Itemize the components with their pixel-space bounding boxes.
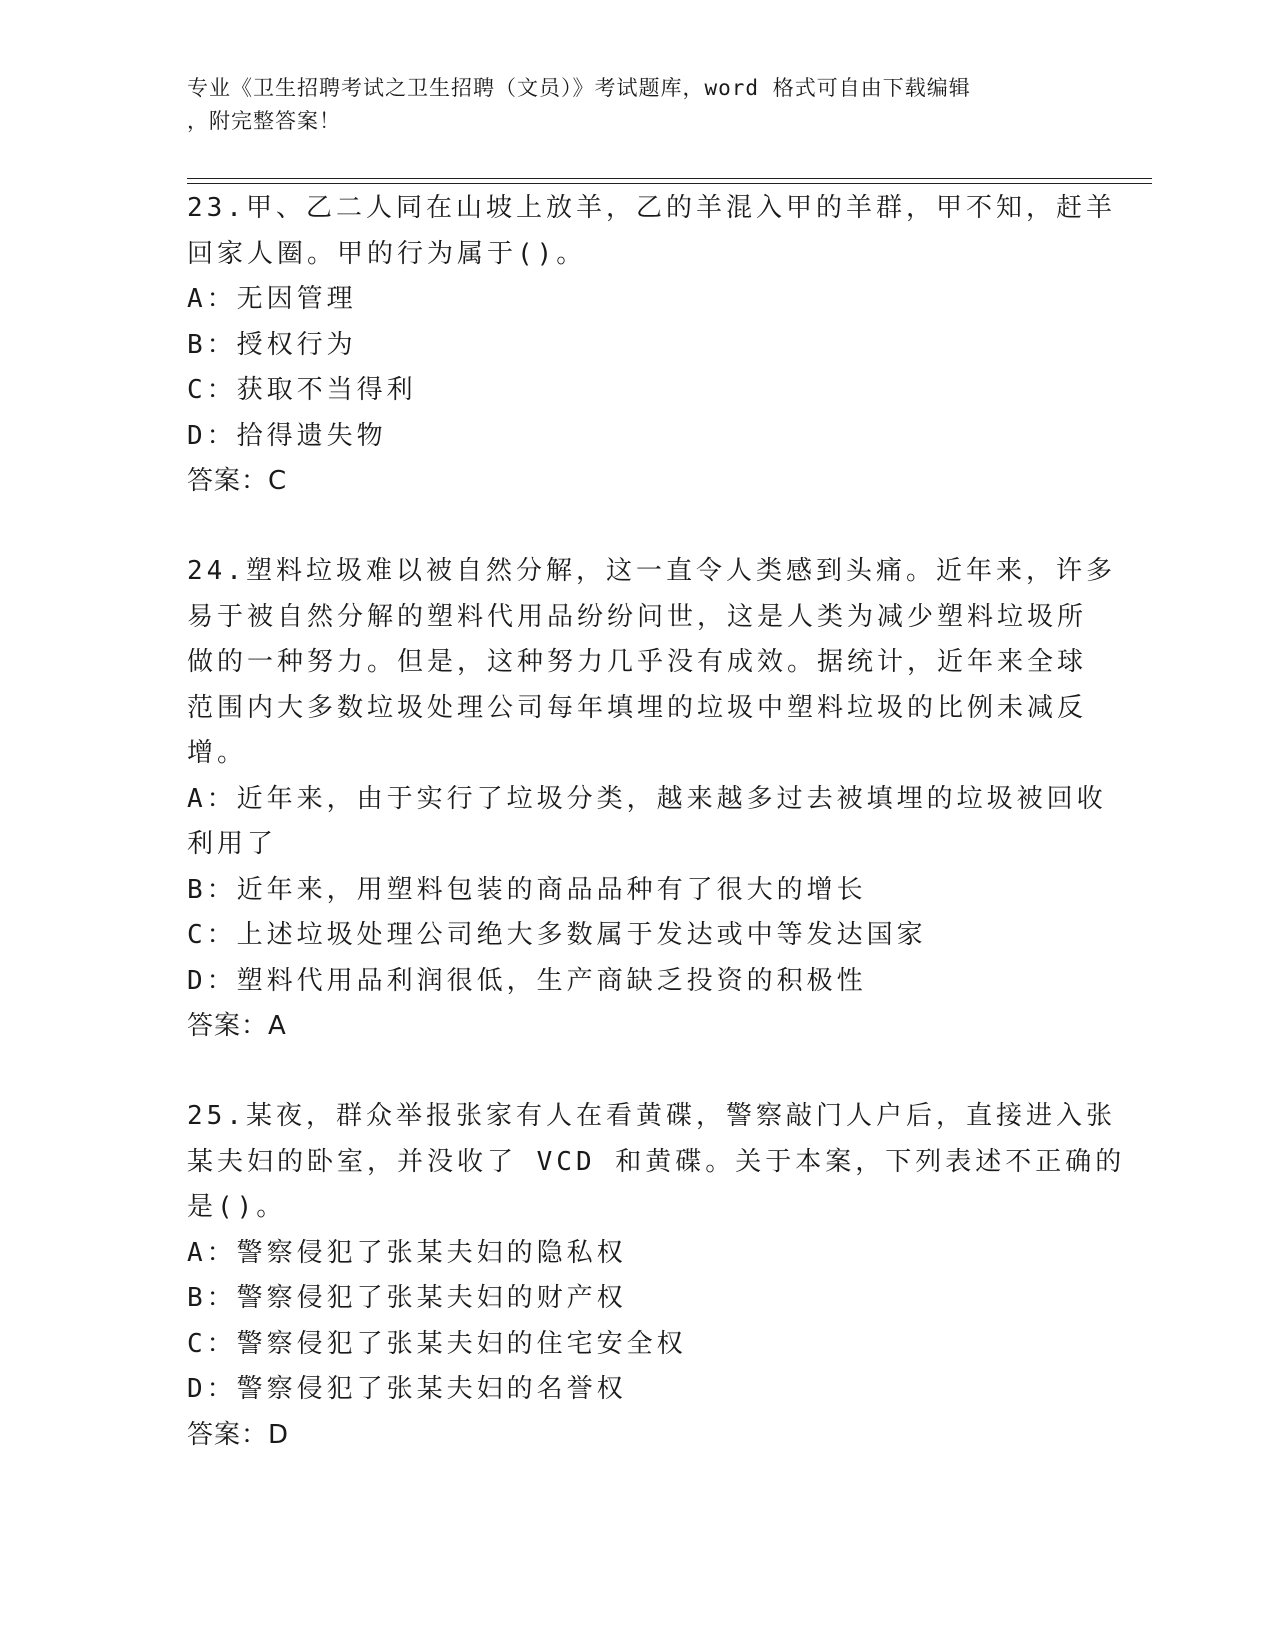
option-text-line: C：上述垃圾处理公司绝大多数属于发达或中等发达国家 [187,920,927,950]
question-list [187,186,1126,1503]
question-text [187,186,1116,277]
option-c [187,368,1087,414]
option-c [187,913,1087,959]
question-text [187,549,1116,777]
question-text-line: 做的一种努力。但是，这种努力几乎没有成效。据统计，近年来全球 [187,647,1088,677]
option-text-line: B：警察侵犯了张某夫妇的财产权 [187,1283,627,1313]
question-24 [187,549,1116,1049]
option-text-line: D：警察侵犯了张某夫妇的名誉权 [187,1374,627,1404]
question-text-line: 某夫妇的卧室，并没收了 VCD 和黄碟。关于本案，下列表述不正确的 [187,1146,1126,1177]
option-a [187,1231,1087,1277]
header-divider-bottom [187,183,1152,184]
document-header [187,72,1087,138]
option-text-line: B：近年来，用塑料包装的商品品种有了很大的增长 [187,874,867,905]
option-b [187,1276,1087,1322]
question-text [187,1094,1126,1231]
option-text-line: A：近年来，由于实行了垃圾分类，越来越多过去被填埋的垃圾被回收 [187,783,1107,814]
header-line-1: 专业《卫生招聘考试之卫生招聘（文员）》考试题库，word 格式可自由下载编辑 [187,76,971,100]
question-text-line: 25.某夜，群众举报张家有人在看黄碟，警察敲门人户后，直接进入张 [187,1101,1116,1131]
option-text-line: C：获取不当得利 [187,375,417,405]
question-text-line: 24.塑料垃圾难以被自然分解，这一直令人类感到头痛。近年来，许多 [187,556,1116,586]
option-text-line: C：警察侵犯了张某夫妇的住宅安全权 [187,1328,687,1359]
header-line-2: ，附完整答案！ [187,109,341,133]
option-text-line: D：塑料代用品利润很低，生产商缺乏投资的积极性 [187,965,867,996]
option-a [187,277,1087,323]
question-text-line: 范围内大多数垃圾处理公司每年填埋的垃圾中塑料垃圾的比例未减反 [187,692,1088,723]
option-text-line: B：授权行为 [187,329,357,360]
option-c [187,1322,1087,1368]
question-25 [187,1094,1126,1458]
header-divider-top [187,178,1152,179]
option-d [187,1367,1087,1413]
option-d [187,414,1087,460]
question-text-line: 增。 [187,738,248,768]
answer: 答案：A [187,1011,287,1041]
option-b [187,323,1087,369]
option-d [187,959,1087,1005]
question-text-line: 是()。 [187,1192,287,1222]
option-text-line: A：无因管理 [187,284,357,314]
question-text-line: 回家人圈。甲的行为属于()。 [187,238,587,269]
option-text-line: D：拾得遗失物 [187,420,387,451]
option-b [187,868,1087,914]
question-text-line: 23.甲、乙二人同在山坡上放羊，乙的羊混入甲的羊群，甲不知，赶羊 [187,193,1116,223]
question-23 [187,186,1116,504]
answer: 答案：D [187,1419,290,1450]
answer: 答案：C [187,466,288,496]
option-text-line: A：警察侵犯了张某夫妇的隐私权 [187,1237,627,1268]
option-text-line: 利用了 [187,829,278,859]
option-a [187,777,1107,868]
question-text-line: 易于被自然分解的塑料代用品纷纷问世，这是人类为减少塑料垃圾所 [187,601,1088,632]
